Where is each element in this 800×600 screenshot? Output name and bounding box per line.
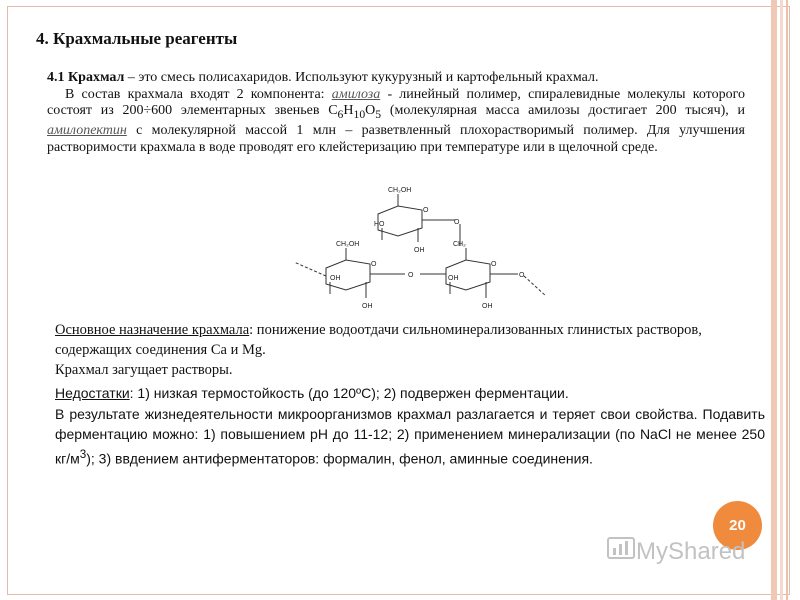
text: с молекулярной массой 1 млн – разветвленный плохорастворимый полимер. Для улучшения растворимости крахмала в воде проводят его клейстеризацию при температуре или в щелочной среде. — [47, 123, 745, 155]
text: : 1) низкая термостойкость (до 120ºС); 2) подвержен ферментации. — [129, 385, 569, 401]
amylose-term: амилоза — [331, 86, 381, 102]
text: В состав крахмала входят 2 компонента: — [65, 86, 332, 102]
subscript: 10 — [353, 107, 366, 121]
amylopectin-structure-diagram — [290, 180, 550, 320]
decorative-stripe — [771, 0, 777, 600]
text: - линейный полимер, спиралевидные молекулы которого состоят из 200÷600 элементарных звеньев C — [47, 86, 746, 118]
page-number-badge: 20 — [713, 501, 762, 550]
chart-icon — [606, 536, 636, 569]
text: ); 3) ввдением антиферментаторов: формалин, фенол, аминные соединения. — [86, 450, 593, 467]
starch-description — [47, 70, 745, 156]
label-oh: OH — [362, 303, 373, 310]
label-ch2oh-top: CH₂OH — [388, 187, 412, 194]
label-ring-oxygen: O — [491, 261, 497, 268]
text: : понижение водоотдачи сильноминерализованных глинистых растворов, содержащих соединения Са и Mg. — [55, 322, 702, 358]
text: H — [343, 103, 354, 118]
slide-title: 4. Крахмальные реагенты — [36, 29, 238, 48]
watermark — [606, 536, 745, 569]
label-oh: OH — [448, 275, 459, 282]
label-glycosidic-oxygen: O — [408, 272, 414, 279]
purpose-label: Основное назначение крахмала — [55, 322, 250, 338]
decorative-stripe — [786, 0, 788, 600]
starch-purpose — [55, 320, 755, 380]
label-ch2: CH₂ — [453, 241, 466, 248]
label-oh: OH — [482, 303, 493, 310]
label-ring-oxygen: O — [423, 207, 429, 214]
label-oh: OH — [330, 275, 341, 282]
label-ring-oxygen: O — [371, 261, 377, 268]
section-label: 4.1 Крахмал — [47, 70, 125, 85]
decorative-stripe — [780, 0, 783, 600]
starch-drawbacks — [55, 383, 765, 469]
label-glycosidic-oxygen: O — [519, 272, 525, 279]
text: O — [365, 103, 376, 118]
subscript: 6 — [337, 107, 344, 121]
label-ch2oh-left: CH₂OH — [336, 241, 360, 248]
label-glycosidic-oxygen: O — [454, 219, 460, 226]
superscript: 3 — [79, 447, 87, 461]
glucose-ring-top — [378, 206, 422, 236]
molecule-bonds — [294, 194, 546, 298]
label-ho: HO — [374, 221, 385, 228]
amylopectin-term: амилопектин — [47, 123, 127, 139]
label-oh: OH — [414, 247, 425, 254]
text: (молекулярная масса амилозы достигает 200 тысяч), и — [381, 103, 745, 118]
text: В результате жизнедеятельности микроорганизмов крахмал разлагается и теряет свои свойства. Подавить ферментацию можно: 1) повышением рН до 11-12; 2) применением минерализации (по NaCl не менее 250 кг/м — [55, 405, 765, 467]
text: – это смесь полисахаридов. Используют кукурузный и картофельный крахмал. — [124, 70, 599, 85]
thickens-text: Крахмал загущает растворы. — [55, 362, 233, 378]
subscript: 5 — [375, 107, 382, 121]
watermark-text: MyShared — [636, 537, 746, 565]
drawbacks-label: Недостатки — [55, 385, 130, 401]
